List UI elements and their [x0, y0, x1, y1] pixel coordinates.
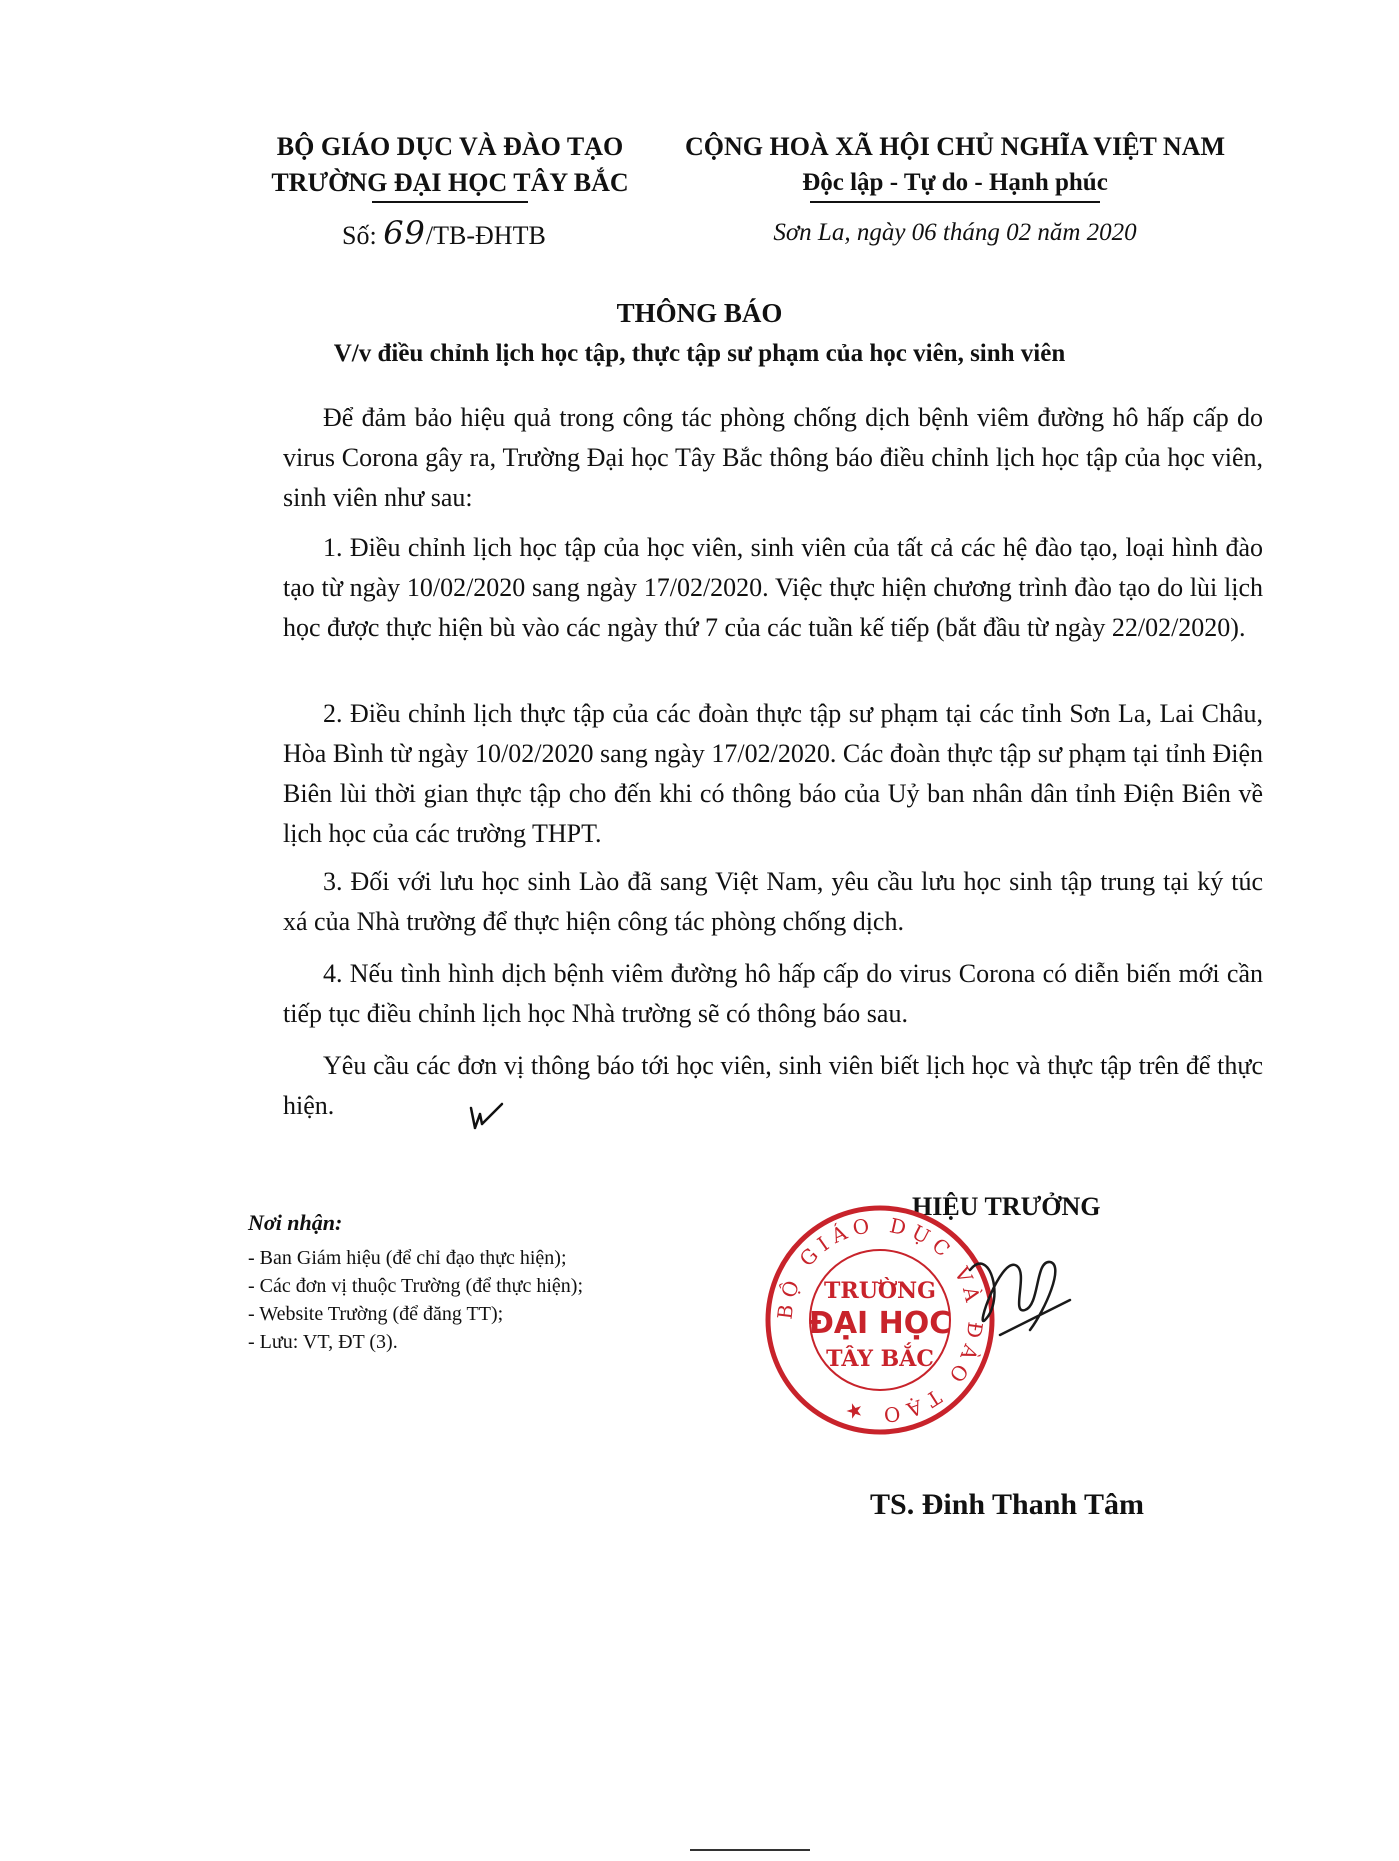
- notice-title: THÔNG BÁO: [616, 298, 783, 328]
- motto-underline: [810, 201, 1100, 203]
- school-underline: [372, 201, 528, 203]
- signer-name: TS. Đinh Thanh Tâm: [870, 1488, 1145, 1521]
- place-date: Sơn La, ngày 06 tháng 02 năm 2020: [773, 219, 1137, 246]
- recipient-item: - Các đơn vị thuộc Trường (để thực hiện);: [248, 1275, 584, 1297]
- number-handwritten: 69: [383, 214, 426, 252]
- item-4-paragraph: 4. Nếu tình hình dịch bệnh viêm đường hô hấp cấp do virus Corona có diễn biến mới cần tiếp tục điều chỉnh lịch học Nhà trường sẽ có thông báo sau.: [283, 959, 1263, 1028]
- recipient-item: - Lưu: VT, ĐT (3).: [248, 1331, 398, 1353]
- intro-paragraph: Để đảm bảo hiệu quả trong công tác phòng chống dịch bệnh viêm đường hô hấp cấp do virus Corona gây ra, Trường Đại học Tây Bắc thông báo điều chỉnh lịch học tập của học viên, sinh viên như sau:: [283, 403, 1263, 512]
- item-1-paragraph: 1. Điều chỉnh lịch học tập của học viên, sinh viên của tất cả các hệ đào tạo, loại hình đào tạo từ ngày 10/02/2020 sang ngày 17/02/2020. Việc thực hiện chương trình đào tạo do lùi lịch học được thực hiện bù vào các ngày thứ 7 của các tuần kế tiếp (bắt đầu từ ngày 22/02/2020).: [283, 533, 1263, 642]
- ministry-name: BỘ GIÁO DỤC VÀ ĐÀO TẠO: [276, 132, 624, 161]
- svg-text:ĐẠI HỌC: ĐẠI HỌC: [808, 1306, 952, 1341]
- document-number: [342, 216, 546, 253]
- scan-edge-divider: [690, 1849, 810, 1851]
- recipient-item: - Ban Giám hiệu (để chỉ đạo thực hiện);: [248, 1247, 567, 1269]
- initial-mark-icon: [468, 1098, 504, 1134]
- school-name: TRƯỜNG ĐẠI HỌC TÂY BẮC: [271, 168, 629, 197]
- svg-text:TÂY BẮC: TÂY BẮC: [826, 1346, 934, 1372]
- handwritten-signature-icon: [960, 1240, 1080, 1350]
- svg-text:BỘ GIÁO DỤC VÀ ĐÀO TẠO ★: BỘ GIÁO DỤC VÀ ĐÀO TẠO ★: [772, 1212, 988, 1428]
- nation-name: CỘNG HOÀ XÃ HỘI CHỦ NGHĨA VIỆT NAM: [684, 132, 1226, 161]
- national-motto: Độc lập - Tự do - Hạnh phúc: [802, 169, 1108, 196]
- recipients-title: Nơi nhận:: [248, 1210, 343, 1235]
- number-prefix: Số:: [342, 221, 377, 250]
- svg-text:TRƯỜNG: TRƯỜNG: [824, 1278, 936, 1304]
- recipient-item: - Website Trường (để đăng TT);: [248, 1303, 504, 1325]
- closing-paragraph: Yêu cầu các đơn vị thông báo tới học viên, sinh viên biết lịch học và thực tập trên để thực hiện.: [283, 1051, 1263, 1120]
- number-suffix: /TB-ĐHTB: [425, 221, 546, 250]
- item-3-paragraph: 3. Đối với lưu học sinh Lào đã sang Việt Nam, yêu cầu lưu học sinh tập trung tại ký túc xá của Nhà trường để thực hiện công tác phòng chống dịch.: [283, 867, 1263, 936]
- signer-position: HIỆU TRƯỞNG: [912, 1192, 1101, 1221]
- notice-subject: V/v điều chỉnh lịch học tập, thực tập sư phạm của học viên, sinh viên: [333, 340, 1066, 367]
- item-2-paragraph: 2. Điều chỉnh lịch thực tập của các đoàn thực tập sư phạm tại các tỉnh Sơn La, Lai Châu, Hòa Bình từ ngày 10/02/2020 sang ngày 17/02/2020. Các đoàn thực tập sư phạm tại tỉnh Điện Biên lùi thời gian thực tập cho đến khi có thông báo của Uỷ ban nhân dân tỉnh Điện Biên về lịch học của các trường THPT.: [283, 699, 1263, 848]
